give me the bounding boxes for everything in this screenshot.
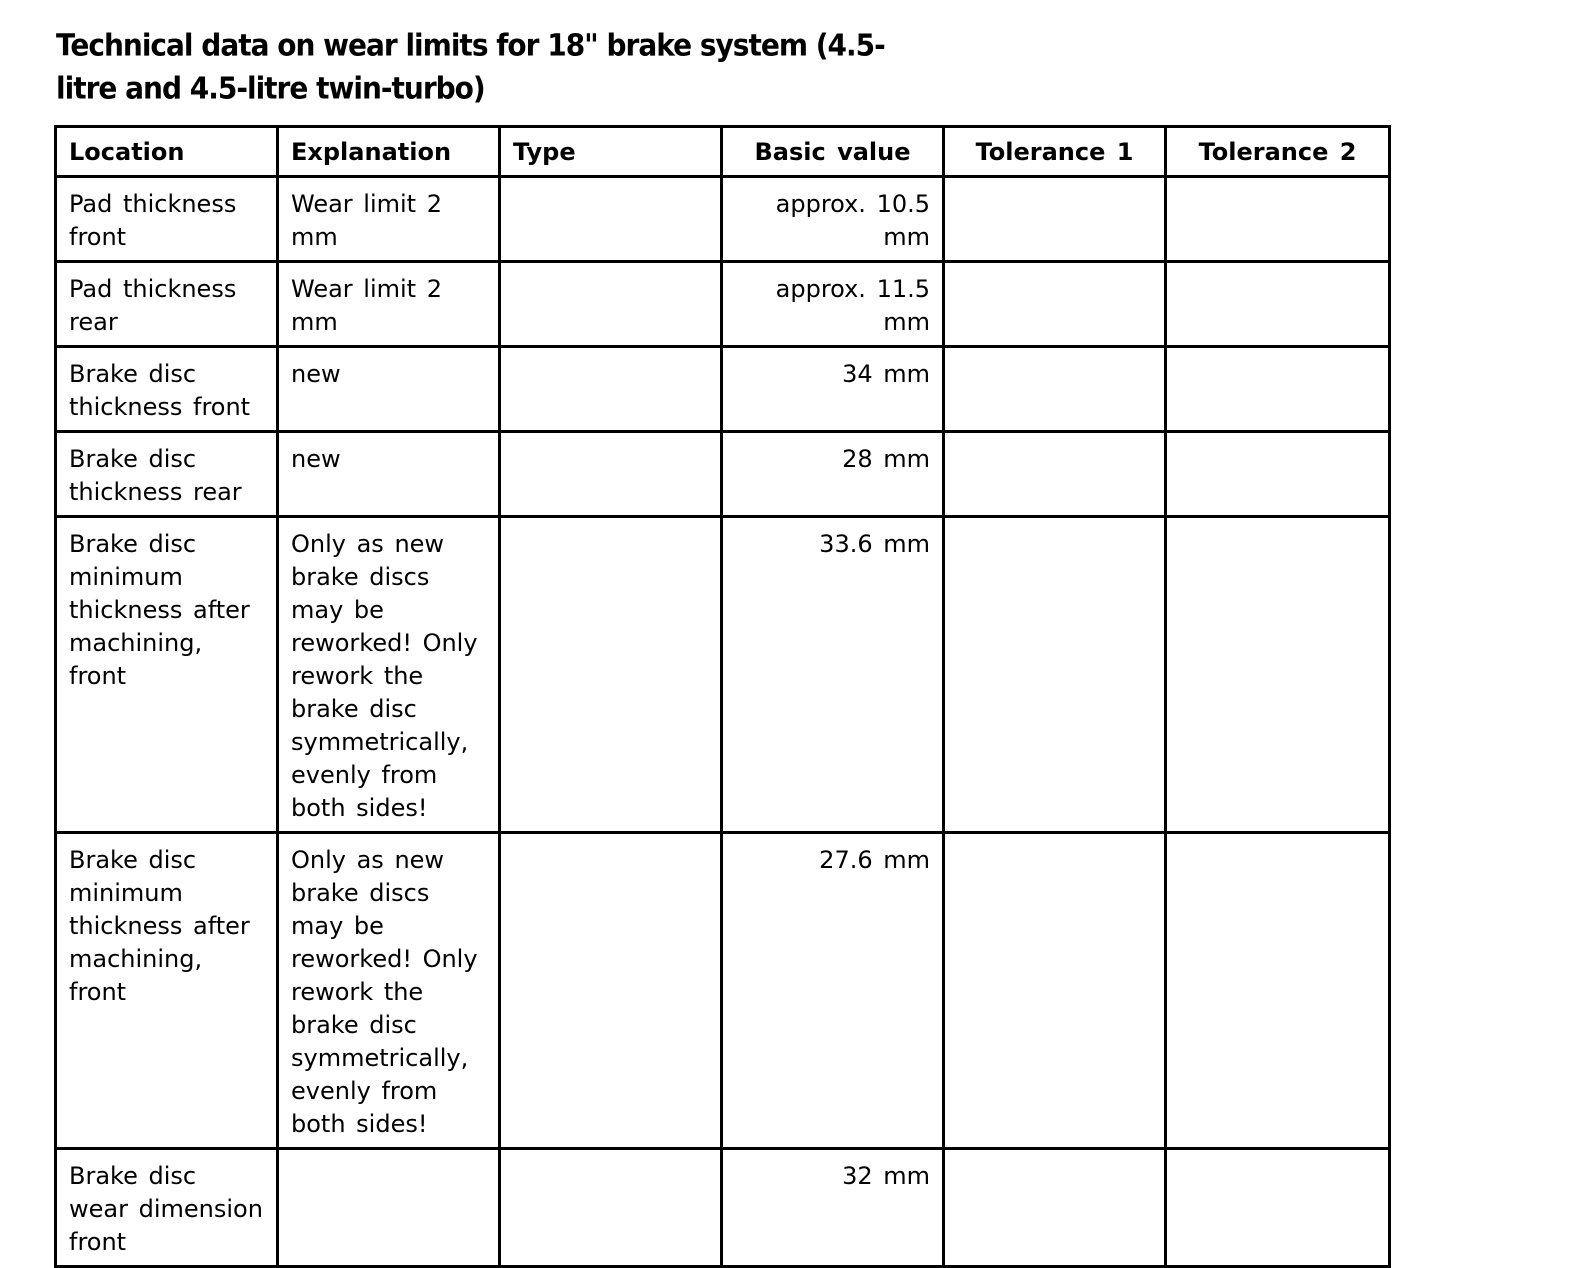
table-row bbox=[56, 432, 1390, 517]
header-basic-value: Basic value bbox=[722, 127, 944, 177]
table-row bbox=[56, 262, 1390, 347]
cell-tolerance-1 bbox=[944, 262, 1166, 347]
cell-type bbox=[500, 432, 722, 517]
cell-tolerance-2 bbox=[1166, 177, 1390, 262]
cell-explanation: Wear limit 2 mm bbox=[278, 177, 500, 262]
cell-type bbox=[500, 347, 722, 432]
cell-basic-value: approx. 10.5 mm bbox=[722, 177, 944, 262]
cell-location: Pad thickness front bbox=[56, 177, 278, 262]
cell-basic-value: 34 mm bbox=[722, 347, 944, 432]
cell-explanation bbox=[278, 1149, 500, 1267]
header-location: Location bbox=[56, 127, 278, 177]
cell-tolerance-1 bbox=[944, 432, 1166, 517]
table-row bbox=[56, 833, 1390, 1149]
cell-tolerance-2 bbox=[1166, 517, 1390, 833]
table-header-row bbox=[56, 127, 1390, 177]
wear-limits-table bbox=[54, 125, 1391, 1268]
cell-explanation: Only as new brake discs may be reworked! Only rework the brake disc symmetrically, evenly from both sides! bbox=[278, 517, 500, 833]
cell-tolerance-1 bbox=[944, 347, 1166, 432]
cell-location: Brake disc thickness front bbox=[56, 347, 278, 432]
cell-location: Brake disc thickness rear bbox=[56, 432, 278, 517]
cell-explanation: new bbox=[278, 432, 500, 517]
cell-basic-value: 28 mm bbox=[722, 432, 944, 517]
cell-basic-value: 27.6 mm bbox=[722, 833, 944, 1149]
table-row bbox=[56, 347, 1390, 432]
header-tolerance-1: Tolerance 1 bbox=[944, 127, 1166, 177]
cell-tolerance-2 bbox=[1166, 262, 1390, 347]
cell-location: Brake disc wear dimension front bbox=[56, 1149, 278, 1267]
cell-type bbox=[500, 262, 722, 347]
cell-location: Brake disc minimum thickness after machining, front bbox=[56, 517, 278, 833]
cell-tolerance-1 bbox=[944, 177, 1166, 262]
cell-location: Brake disc minimum thickness after machining, front bbox=[56, 833, 278, 1149]
header-explanation: Explanation bbox=[278, 127, 500, 177]
cell-type bbox=[500, 833, 722, 1149]
cell-tolerance-2 bbox=[1166, 347, 1390, 432]
cell-basic-value: 32 mm bbox=[722, 1149, 944, 1267]
cell-explanation: new bbox=[278, 347, 500, 432]
cell-tolerance-1 bbox=[944, 833, 1166, 1149]
cell-explanation: Only as new brake discs may be reworked! Only rework the brake disc symmetrically, evenly from both sides! bbox=[278, 833, 500, 1149]
cell-type bbox=[500, 517, 722, 833]
cell-tolerance-1 bbox=[944, 517, 1166, 833]
table-row bbox=[56, 177, 1390, 262]
cell-tolerance-2 bbox=[1166, 833, 1390, 1149]
cell-tolerance-2 bbox=[1166, 432, 1390, 517]
cell-explanation: Wear limit 2 mm bbox=[278, 262, 500, 347]
cell-tolerance-2 bbox=[1166, 1149, 1390, 1267]
cell-location: Pad thickness rear bbox=[56, 262, 278, 347]
cell-type bbox=[500, 1149, 722, 1267]
cell-type bbox=[500, 177, 722, 262]
header-tolerance-2: Tolerance 2 bbox=[1166, 127, 1390, 177]
page-title: Technical data on wear limits for 18" brake system (4.5-litre and 4.5-litre twin-turbo) bbox=[56, 27, 885, 107]
table-row bbox=[56, 517, 1390, 833]
cell-basic-value: 33.6 mm bbox=[722, 517, 944, 833]
header-type: Type bbox=[500, 127, 722, 177]
cell-tolerance-1 bbox=[944, 1149, 1166, 1267]
cell-basic-value: approx. 11.5 mm bbox=[722, 262, 944, 347]
table-row bbox=[56, 1149, 1390, 1267]
